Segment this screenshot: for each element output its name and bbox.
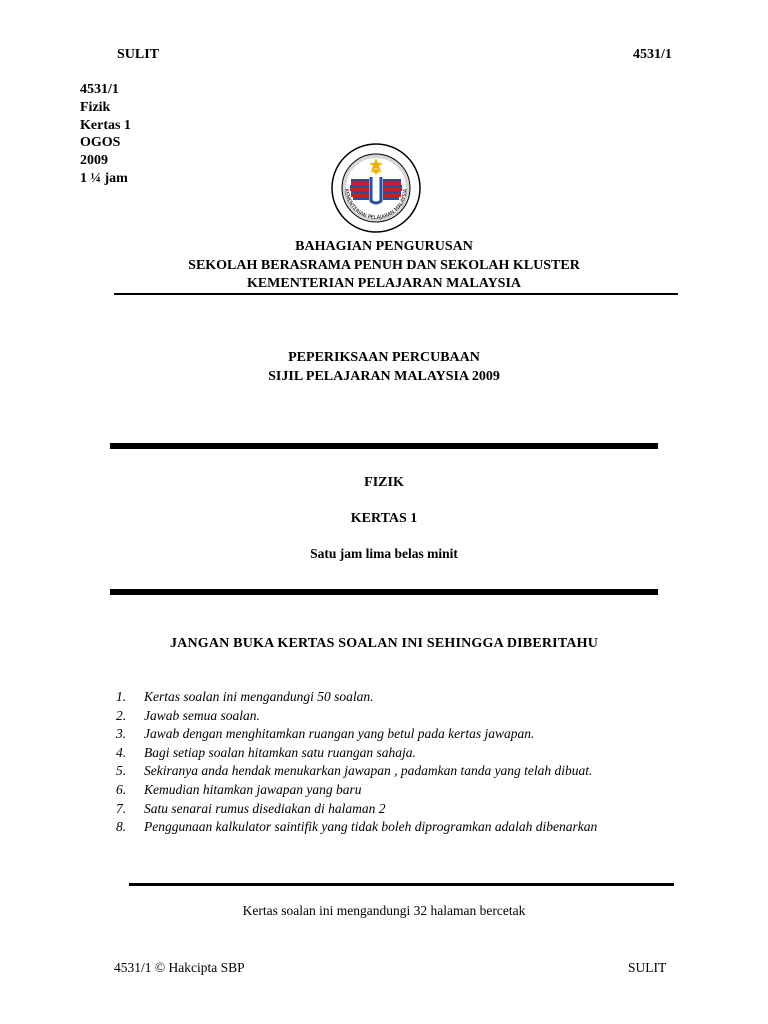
paper-code: 4531/1 (80, 82, 119, 97)
list-item (116, 725, 597, 744)
org-line: KEMENTERIAN PELAJARAN MALAYSIA (246, 276, 522, 291)
item-number: 2. (116, 707, 127, 723)
list-item (116, 688, 597, 707)
list-item (116, 707, 597, 726)
exam-line: PEPERIKSAAN PERCUBAAN (288, 350, 480, 365)
page-count-note: Kertas soalan ini mengandungi 32 halaman bercetak (242, 903, 526, 918)
exam-title (0, 349, 768, 386)
item-text: Penggunaan kalkulator saintifik yang tidak boleh diprogramkan adalah dibenarkan (144, 819, 598, 835)
item-number: 1. (116, 689, 127, 704)
item-text: Kemudian hitamkan jawapan yang baru (144, 781, 362, 797)
item-number: 5. (116, 763, 127, 779)
footer-classification: SULIT (628, 960, 667, 975)
item-number: 4. (116, 744, 127, 760)
item-text: Bagi setiap soalan hitamkan satu ruangan sahaja. (144, 744, 416, 760)
list-item (116, 762, 597, 781)
item-text: Satu senarai rumus disediakan di halaman 2 (144, 800, 386, 816)
divider-rule-thick (110, 589, 658, 595)
org-line: SEKOLAH BERASRAMA PENUH DAN SEKOLAH KLUSTER (188, 257, 580, 273)
paper-month: OGOS (80, 135, 121, 151)
divider-rule-thick (110, 443, 658, 449)
exam-line: SIJIL PELAJARAN MALAYSIA 2009 (268, 368, 500, 384)
list-item (116, 818, 597, 837)
ministry-crest-icon (331, 143, 421, 233)
item-number: 8. (116, 819, 127, 835)
paper-info (80, 81, 131, 188)
list-item (116, 744, 597, 763)
logo-ring-text: KEMENTERIAN PELAJARAN MALAYSIA (342, 188, 410, 222)
list-item (116, 781, 597, 800)
item-text: Kertas soalan ini mengandungi 50 soalan. (144, 689, 374, 704)
item-text: Jawab semua soalan. (144, 707, 260, 723)
header-paper-code: 4531/1 (633, 47, 672, 62)
paper-subject: Fizik (80, 99, 111, 115)
footer-copyright: 4531/1 © Hakcipta SBP (114, 960, 245, 975)
item-number: 6. (116, 781, 127, 797)
instructions-list (116, 688, 597, 837)
item-number: 7. (116, 800, 127, 816)
subject-name: FIZIK (364, 475, 404, 490)
organization-heading (0, 238, 768, 294)
paper-duration: 1 ¼ jam (80, 170, 128, 186)
divider-rule (114, 293, 678, 295)
item-text: Sekiranya anda hendak menukarkan jawapan , padamkan tanda yang telah dibuat. (144, 763, 593, 779)
subject-duration: Satu jam lima belas minit (310, 546, 458, 561)
item-text: Jawab dengan menghitamkan ruangan yang betul pada kertas jawapan. (144, 726, 535, 742)
paper-year: 2009 (80, 153, 108, 169)
subject-paper: KERTAS 1 (350, 511, 418, 526)
list-item (116, 800, 597, 819)
warning-text: JANGAN BUKA KERTAS SOALAN INI SEHINGGA DIBERITAHU (169, 636, 599, 651)
header-classification: SULIT (117, 47, 160, 62)
divider-rule (129, 883, 674, 886)
org-line: BAHAGIAN PENGURUSAN (295, 239, 473, 254)
item-number: 3. (116, 726, 127, 742)
paper-number: Kertas 1 (80, 117, 131, 133)
